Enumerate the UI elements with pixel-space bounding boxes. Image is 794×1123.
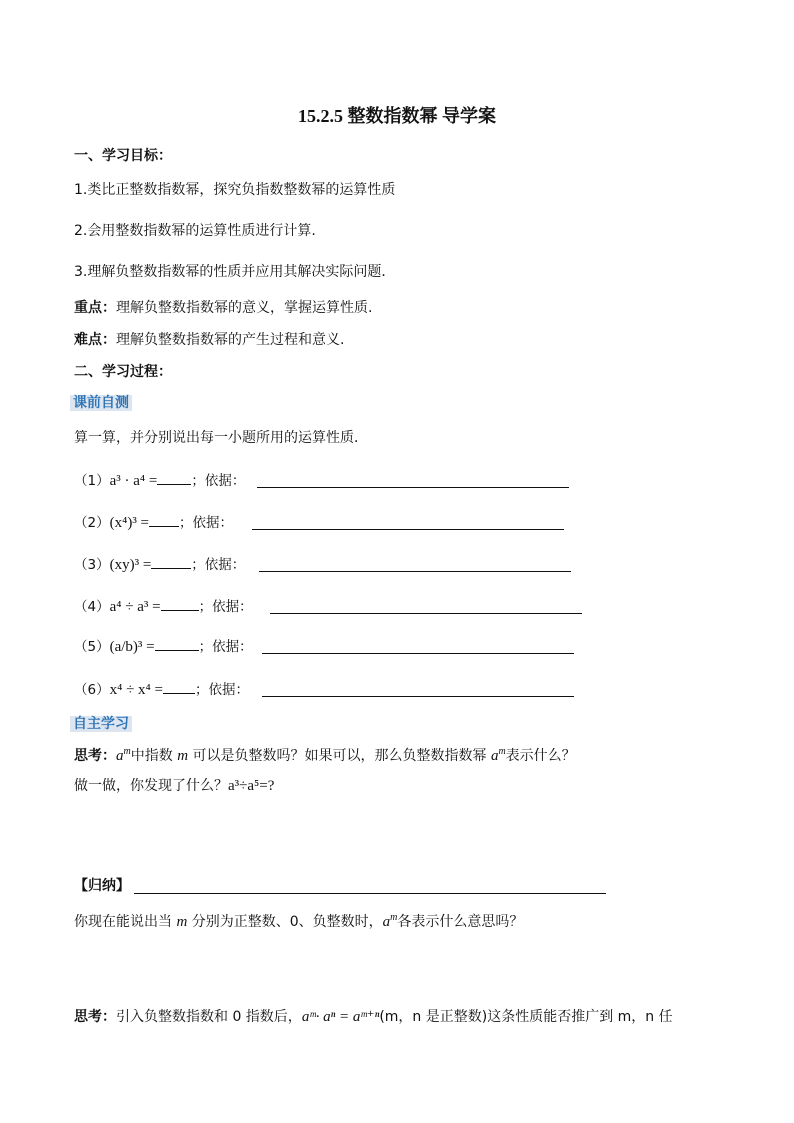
goal-item: 1.类比正整数指数幂，探究负指数整数幂的运算性质 bbox=[74, 182, 396, 198]
summary-label: 【归纳】 bbox=[74, 878, 130, 894]
basis-line[interactable] bbox=[257, 470, 569, 488]
self-study-tag-label: 自主学习 bbox=[70, 716, 132, 732]
exercise-row bbox=[74, 512, 233, 533]
meaning-question bbox=[74, 912, 523, 932]
key-point-text: 理解负整数指数幂的意义，掌握运算性质. bbox=[116, 300, 373, 316]
self-study-tag bbox=[70, 714, 132, 734]
pre-test-tag bbox=[70, 393, 132, 413]
pre-test-instruction: 算一算，并分别说出每一小题所用的运算性质． bbox=[74, 430, 368, 446]
do-text: 做一做，你发现了什么？ bbox=[74, 778, 228, 794]
exercise-expression: a³ · a⁴ = bbox=[109, 473, 158, 489]
do-question bbox=[74, 776, 274, 796]
exercise-row bbox=[74, 554, 245, 575]
answer-blank[interactable] bbox=[155, 636, 199, 651]
exercise-number: （1） bbox=[74, 473, 110, 489]
question-text: 分别为正整数、0、负整数时， bbox=[191, 914, 383, 930]
exercise-row bbox=[74, 636, 253, 657]
think2-expression: aᵐ· aⁿ = aᵐ⁺ⁿ bbox=[301, 1009, 380, 1025]
exercise-number: （4） bbox=[74, 599, 110, 615]
key-point-label: 重点： bbox=[74, 300, 116, 316]
basis-line[interactable] bbox=[252, 512, 564, 530]
basis-label: ；依据： bbox=[198, 639, 253, 655]
answer-blank[interactable] bbox=[161, 596, 199, 611]
answer-blank[interactable] bbox=[163, 679, 195, 694]
exercise-number: （6） bbox=[74, 682, 110, 698]
basis-label: ；依据： bbox=[191, 473, 246, 489]
basis-line[interactable] bbox=[262, 679, 574, 697]
key-point bbox=[74, 298, 372, 318]
exercise-row bbox=[74, 679, 249, 700]
basis-line[interactable] bbox=[270, 596, 582, 614]
think-text: 表示什么？ bbox=[505, 748, 576, 764]
summary-line[interactable] bbox=[134, 876, 606, 894]
basis-line[interactable] bbox=[259, 554, 571, 572]
exercise-expression: (a/b)³ = bbox=[109, 639, 155, 655]
summary-row bbox=[74, 876, 130, 896]
difficult-point bbox=[74, 330, 344, 350]
answer-blank[interactable] bbox=[151, 554, 191, 569]
math-a: $a^m$ bbox=[490, 746, 506, 764]
think2-text: 引入负整数指数和 0 指数后， bbox=[116, 1009, 302, 1025]
section-heading-process: 二、学习过程： bbox=[74, 364, 172, 380]
exercise-row bbox=[74, 470, 245, 491]
goal-item: 3.理解负整数指数幂的性质并应用其解决实际问题． bbox=[74, 264, 396, 280]
exercise-expression: (x⁴)³ = bbox=[109, 515, 150, 531]
page-title: 15.2.5 整数指数幂 导学案 bbox=[298, 106, 496, 126]
exercise-expression: a⁴ ÷ a³ = bbox=[109, 599, 161, 615]
math-m: m bbox=[176, 914, 188, 930]
think2-question bbox=[74, 1007, 673, 1027]
question-text: 你现在能说出当 bbox=[74, 914, 172, 930]
difficult-point-text: 理解负整数指数幂的产生过程和意义. bbox=[116, 332, 345, 348]
basis-label: ；依据： bbox=[198, 599, 253, 615]
basis-line[interactable] bbox=[262, 636, 574, 654]
exercise-number: （2） bbox=[74, 515, 110, 531]
goal-item: 2.会用整数指数幂的运算性质进行计算. bbox=[74, 223, 316, 239]
basis-label: ；依据： bbox=[195, 682, 249, 698]
think2-text: (m，n 是正整数)这条性质能否推广到 m，n 任 bbox=[379, 1009, 673, 1025]
exercise-row bbox=[74, 596, 253, 617]
think-label: 思考： bbox=[74, 748, 116, 764]
exercise-expression: (xy)³ = bbox=[109, 557, 152, 573]
difficult-point-label: 难点： bbox=[74, 332, 116, 348]
math-a: $a^m$ bbox=[382, 912, 398, 930]
pre-test-tag-label: 课前自测 bbox=[70, 395, 132, 411]
math-a: $a^m$ bbox=[116, 746, 131, 764]
answer-blank[interactable] bbox=[149, 512, 179, 527]
think-question bbox=[74, 746, 576, 766]
question-text: 各表示什么意思吗？ bbox=[397, 914, 524, 930]
basis-label: ；依据： bbox=[191, 557, 246, 573]
exercise-expression: x⁴ ÷ x⁴ = bbox=[109, 682, 163, 698]
exercise-number: （3） bbox=[74, 557, 110, 573]
section-heading-goals: 一、学习目标： bbox=[74, 148, 172, 164]
math-m: m bbox=[177, 748, 189, 764]
basis-label: ；依据： bbox=[179, 515, 234, 531]
think-text: 中指数 bbox=[130, 748, 173, 764]
think2-label: 思考： bbox=[74, 1009, 116, 1025]
do-expression: a³÷a⁵=? bbox=[228, 778, 275, 794]
think-text: 可以是负整数吗？如果可以，那么负整数指数幂 bbox=[192, 748, 487, 764]
exercise-number: （5） bbox=[74, 639, 110, 655]
answer-blank[interactable] bbox=[157, 470, 191, 485]
